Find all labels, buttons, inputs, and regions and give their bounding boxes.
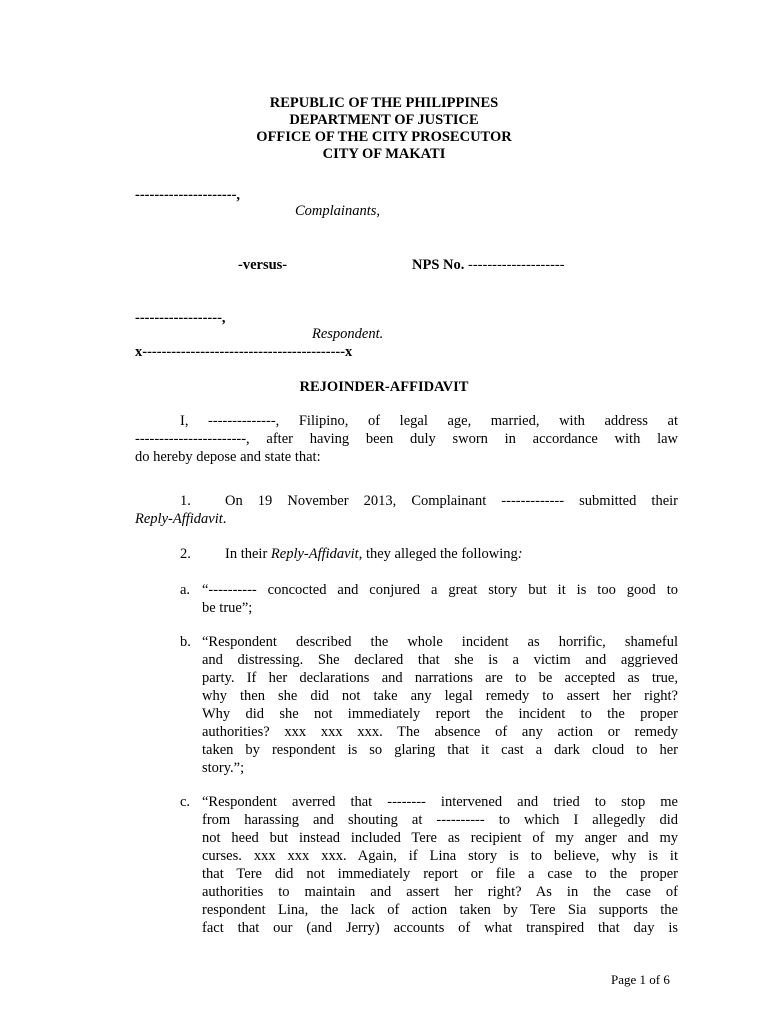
item-c-line: curses. xxx xxx xxx. Again, if Lina story is to believe, why is it <box>202 848 678 864</box>
item-c-line: not heed but instead included Tere as recipient of my anger and my <box>202 830 678 846</box>
reply-affidavit-ref: Reply-Affidavit <box>135 511 223 527</box>
item-c <box>202 793 678 937</box>
item-b <box>202 633 678 777</box>
item-a-line: be true”; <box>202 600 253 616</box>
paragraph-2-text: , they alleged the following <box>358 546 518 562</box>
page-number: Page 1 of 6 <box>611 972 670 987</box>
item-b-line: story.”; <box>202 760 245 776</box>
item-b-line: taken by respondent is so glaring that it cast a dark cloud to her <box>202 742 678 758</box>
header-republic: REPUBLIC OF THE PHILIPPINES <box>269 95 499 111</box>
intro-line: do hereby depose and state that: <box>135 449 321 465</box>
item-b-line: Why did she not immediately report the incident to the proper <box>202 706 678 722</box>
intro-paragraph <box>135 412 678 466</box>
item-b-line: authorities? xxx xxx xxx. The absence of any action or remedy <box>202 724 678 740</box>
complainant-blank: ---------------------, <box>135 187 241 203</box>
respondent-label: Respondent. <box>312 326 384 342</box>
paragraph-1-line: On 19 November 2013, Complainant ------------- submitted their <box>225 493 678 509</box>
item-b-line: party. If her declarations and narrations are to be accepted as true, <box>202 670 678 686</box>
document-title: REJOINDER-AFFIDAVIT <box>299 379 469 395</box>
nps-blank: -------------------- <box>464 257 565 273</box>
item-c-line: that Tere did not immediately report or file a case to the proper <box>202 866 678 882</box>
period: . <box>222 511 227 527</box>
paragraph-1 <box>135 492 678 528</box>
item-b-line: and distressing. She declared that she is a victim and aggrieved <box>202 652 678 668</box>
paragraph-2-text: In their <box>225 546 271 562</box>
item-b-line: why then she did not take any legal remedy to assert her right? <box>202 688 678 704</box>
versus-label: -versus- <box>238 257 288 273</box>
document-header <box>0 95 768 163</box>
reply-affidavit-ref: Reply-Affidavit <box>270 546 359 562</box>
header-department: DEPARTMENT OF JUSTICE <box>289 112 479 128</box>
paragraph-1-line <box>135 510 678 528</box>
paragraph-1-number: 1. <box>180 493 191 509</box>
header-office: OFFICE OF THE CITY PROSECUTOR <box>256 129 512 145</box>
item-c-line: “Respondent averred that -------- intervened and tried to stop me <box>202 794 678 810</box>
complainants-label: Complainants, <box>295 203 380 219</box>
respondent-blank: ------------------, <box>135 310 226 326</box>
intro-line: I, --------------, Filipino, of legal age, married, with address at <box>180 413 678 429</box>
item-c-line: from harassing and shouting at ---------- to which I allegedly did <box>202 812 678 828</box>
item-a <box>202 581 678 617</box>
item-c-line: respondent Lina, the lack of action taken by Tere Sia supports the <box>202 902 678 918</box>
item-b-label: b. <box>180 634 191 650</box>
colon: : <box>517 546 523 562</box>
header-city: CITY OF MAKATI <box>322 146 446 162</box>
item-b-line: “Respondent described the whole incident as horrific, shameful <box>202 634 678 650</box>
paragraph-2-number: 2. <box>180 546 191 562</box>
item-c-line: authorities to maintain and assert her right? As in the case of <box>202 884 678 900</box>
item-c-line: fact that our (and Jerry) accounts of what transpired that day is <box>202 920 678 936</box>
nps-label: NPS No. <box>412 257 465 273</box>
item-c-label: c. <box>180 794 191 810</box>
item-a-line: “---------- concocted and conjured a great story but it is too good to <box>202 582 678 598</box>
item-a-label: a. <box>180 582 191 598</box>
caption-divider: x------------------------------------------x <box>135 344 353 360</box>
nps-number <box>412 256 565 274</box>
intro-line: -----------------------, after having been duly sworn in accordance with law <box>135 431 678 447</box>
paragraph-2 <box>225 545 523 563</box>
